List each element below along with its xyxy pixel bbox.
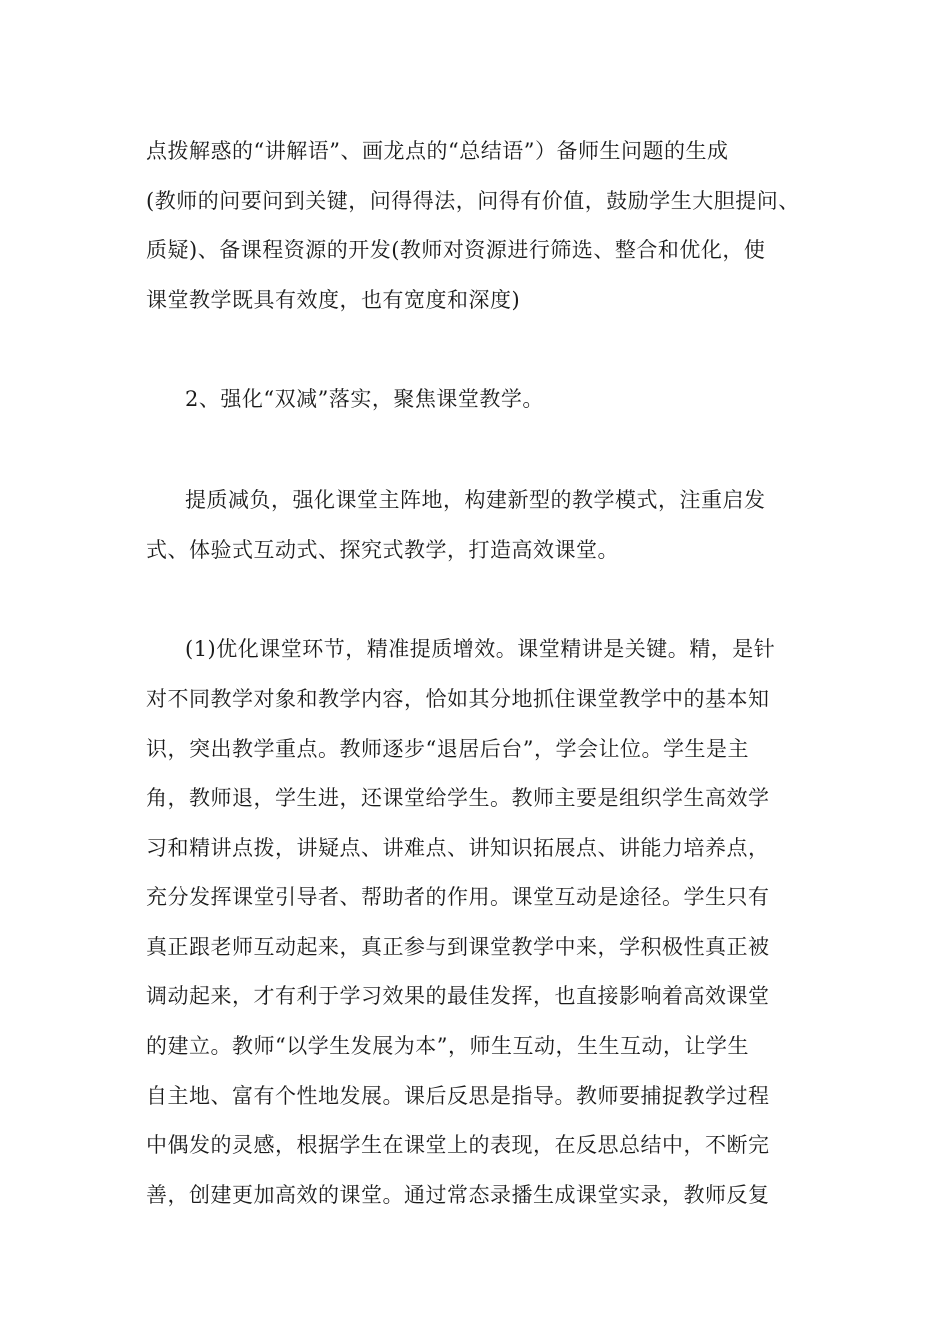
text-line: 习和精讲点拨，讲疑点、讲难点、讲知识拓展点、讲能力培养点，: [146, 836, 770, 860]
text-line: 调动起来，才有利于学习效果的最佳发挥，也直接影响着高效课堂: [146, 984, 770, 1008]
text-line: 点拨解惑的“讲解语”、画龙点的“总结语”）备师生问题的生成: [146, 139, 729, 163]
text-line: 角，教师退，学生进，还课堂给学生。教师主要是组织学生高效学: [146, 786, 770, 810]
text-line: (1)优化课堂环节，精准提质增效。课堂精讲是关键。精，是针: [185, 637, 776, 661]
text-line: 自主地、富有个性地发展。课后反思是指导。教师要捕捉教学过程: [146, 1084, 770, 1108]
section-heading: 2、强化“双减”落实，聚焦课堂教学。: [185, 387, 544, 411]
text-line: 识，突出教学重点。教师逐步“退居后台”，学会让位。学生是主: [146, 737, 749, 761]
text-line: 提质减负，强化课堂主阵地，构建新型的教学模式，注重启发: [185, 488, 766, 512]
text-line: 质疑)、备课程资源的开发(教师对资源进行筛选、整合和优化，使: [146, 238, 766, 262]
text-line: 的建立。教师“以学生发展为本”，师生互动，生生互动，让学生: [146, 1034, 749, 1058]
text-line: 中偶发的灵感，根据学生在课堂上的表现，在反思总结中，不断完: [146, 1133, 770, 1157]
text-line: 充分发挥课堂引导者、帮助者的作用。课堂互动是途径。学生只有: [146, 885, 770, 909]
text-line: 对不同教学对象和教学内容，恰如其分地抓住课堂教学中的基本知: [146, 687, 770, 711]
text-line: (教师的问要问到关键，问得得法，问得有价值，鼓励学生大胆提问、: [146, 189, 800, 213]
text-line: 课堂教学既具有效度，也有宽度和深度): [146, 288, 521, 312]
text-line: 真正跟老师互动起来，真正参与到课堂教学中来，学积极性真正被: [146, 935, 770, 959]
text-line: 式、体验式互动式、探究式教学，打造高效课堂。: [146, 538, 619, 562]
text-line: 善，创建更加高效的课堂。通过常态录播生成课堂实录，教师反复: [146, 1183, 770, 1207]
